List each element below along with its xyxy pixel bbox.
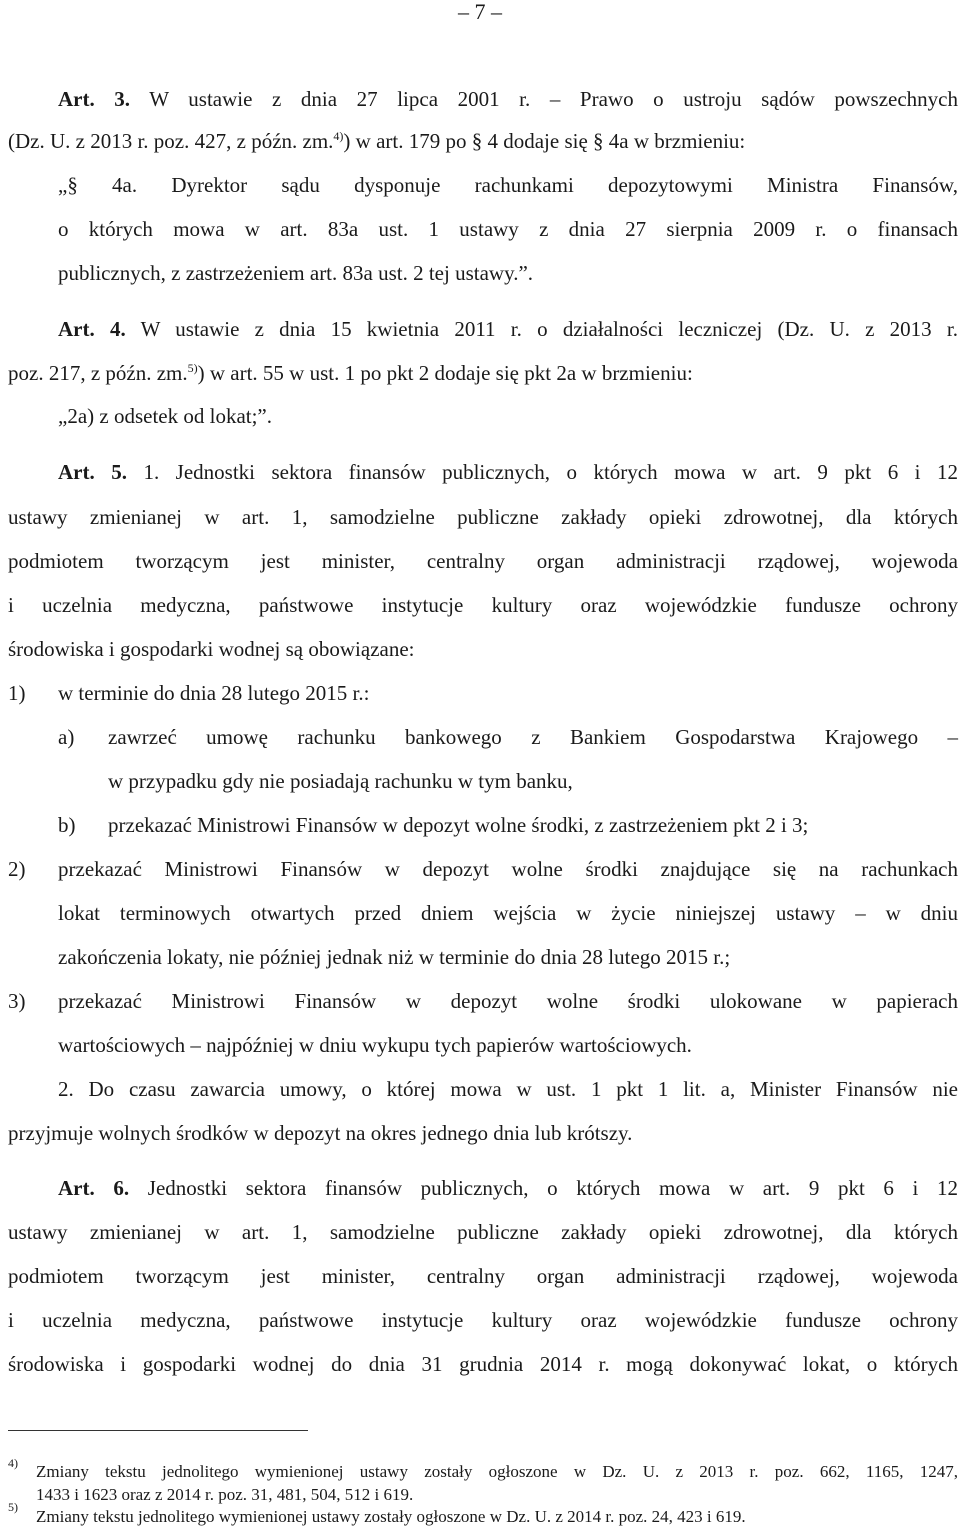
art3-line-2: (Dz. U. z 2013 r. poz. 427, z późn. zm.$^{4)}$) w art. 179 po § 4 dodaje się § 4a w brzmieniu: (8, 129, 746, 153)
art6-heading: Art. 6. (58, 1176, 130, 1200)
footnote-5-label: 5) (8, 1500, 18, 1514)
art5-point-3-label: 3) (8, 989, 26, 1013)
art5-heading: Art. 5. (58, 460, 127, 484)
art4-quote-line-1: „2a) z odsetek od lokat;”. (58, 404, 272, 428)
art3-quote-line-3: publicznych, z zastrzeżeniem art. 83a ust. 2 tej ustawy.”. (58, 261, 534, 285)
footnote-4-label: 4) (8, 1456, 18, 1470)
art5-point-3-text-1: przekazać Ministrowi Finansów w depozyt wolne środki ulokowane w papierach (58, 989, 958, 1013)
art5-ust2-line-2: przyjmuje wolnych środków w depozyt na okres jednego dnia lub krótszy. (8, 1121, 633, 1145)
art3-quote-line-1: „§ 4a. Dyrektor sądu dysponuje rachunkami depozytowymi Ministra Finansów, (58, 173, 958, 197)
art5-line-5: środowiska i gospodarki wodnej są obowiązane: (8, 637, 415, 661)
art5-letter-a-text-1: zawrzeć umowę rachunku bankowego z Bankiem Gospodarstwa Krajowego – (108, 725, 958, 749)
page-number: – 7 – (458, 0, 502, 24)
art3-heading: Art. 3. (58, 87, 131, 111)
art6-line-4: i uczelnia medyczna, państwowe instytucje kultury oraz wojewódzkie fundusze ochrony (8, 1308, 958, 1332)
art4-heading: Art. 4. (58, 317, 126, 341)
art4-line-2: poz. 217, z późn. zm.$^{5)}$) w art. 55 w ust. 1 po pkt 2 dodaje się pkt 2a w brzmieniu: (8, 361, 693, 385)
art5-point-2-text-3: zakończenia lokaty, nie później jednak niż w terminie do dnia 28 lutego 2015 r.; (58, 945, 731, 969)
art5-letter-a-text-2: w przypadku gdy nie posiadają rachunku w tym banku, (108, 769, 573, 793)
art5-line-2: ustawy zmienianej w art. 1, samodzielne publiczne zakłady opieki zdrowotnej, dla których (8, 505, 958, 529)
art5-ust2-line-1: 2. Do czasu zawarcia umowy, o której mowa w ust. 1 pkt 1 lit. a, Minister Finansów nie (58, 1077, 958, 1101)
art6-line-5: środowiska i gospodarki wodnej do dnia 31 grudnia 2014 r. mogą dokonywać lokat, o których (8, 1352, 958, 1376)
footnote-ref-5: 5) (187, 361, 198, 375)
footnote-4-line-1: Zmiany tekstu jednolitego wymienionej ustawy zostały ogłoszone w Dz. U. z 2013 r. poz. 662, 1165, 1247, (36, 1462, 958, 1481)
art6-line-2: ustawy zmienianej w art. 1, samodzielne publiczne zakłady opieki zdrowotnej, dla których (8, 1220, 958, 1244)
art5-line-1: Art. 5. 1. Jednostki sektora finansów publicznych, o których mowa w art. 9 pkt 6 i 12 (58, 460, 959, 484)
art5-point-3-text-2: wartościowych – najpóźniej w dniu wykupu tych papierów wartościowych. (58, 1033, 692, 1057)
footnote-ref-4: 4) (333, 129, 344, 143)
art6-line-1: Art. 6. Jednostki sektora finansów publicznych, o których mowa w art. 9 pkt 6 i 12 (58, 1176, 959, 1200)
footnote-5-line-1: Zmiany tekstu jednolitego wymienionej ustawy zostały ogłoszone w Dz. U. z 2014 r. poz. 24, 423 i 619. (36, 1507, 746, 1526)
art5-letter-b-text: przekazać Ministrowi Finansów w depozyt wolne środki, z zastrzeżeniem pkt 2 i 3; (108, 813, 809, 837)
art4-line-1: Art. 4. W ustawie z dnia 15 kwietnia 2011 r. o działalności leczniczej (Dz. U. z 2013 r. (58, 317, 958, 341)
art5-point-1-text: w terminie do dnia 28 lutego 2015 r.: (58, 681, 370, 705)
art5-line-3: podmiotem tworzącym jest minister, centralny organ administracji rządowej, wojewoda (8, 549, 958, 573)
footnote-separator (8, 1430, 308, 1431)
art5-letter-a-label: a) (58, 725, 75, 749)
art5-point-2-text-2: lokat terminowych otwartych przed dniem wejścia w życie niniejszej ustawy – w dniu (58, 901, 958, 925)
art6-line-3: podmiotem tworzącym jest minister, centralny organ administracji rządowej, wojewoda (8, 1264, 958, 1288)
art5-line-4: i uczelnia medyczna, państwowe instytucje kultury oraz wojewódzkie fundusze ochrony (8, 593, 958, 617)
art5-point-2-text-1: przekazać Ministrowi Finansów w depozyt wolne środki znajdujące się na rachunkach (58, 857, 958, 881)
art3-line-1: Art. 3. W ustawie z dnia 27 lipca 2001 r. – Prawo o ustroju sądów powszechnych (58, 87, 959, 111)
art5-point-1-label: 1) (8, 681, 26, 705)
art3-quote-line-2: o których mowa w art. 83a ust. 1 ustawy z dnia 27 sierpnia 2009 r. o finansach (58, 217, 958, 241)
art5-point-2-label: 2) (8, 857, 26, 881)
footnote-4-line-2: 1433 i 1623 oraz z 2014 r. poz. 31, 481, 504, 512 i 619. (36, 1485, 414, 1504)
art5-letter-b-label: b) (58, 813, 76, 837)
